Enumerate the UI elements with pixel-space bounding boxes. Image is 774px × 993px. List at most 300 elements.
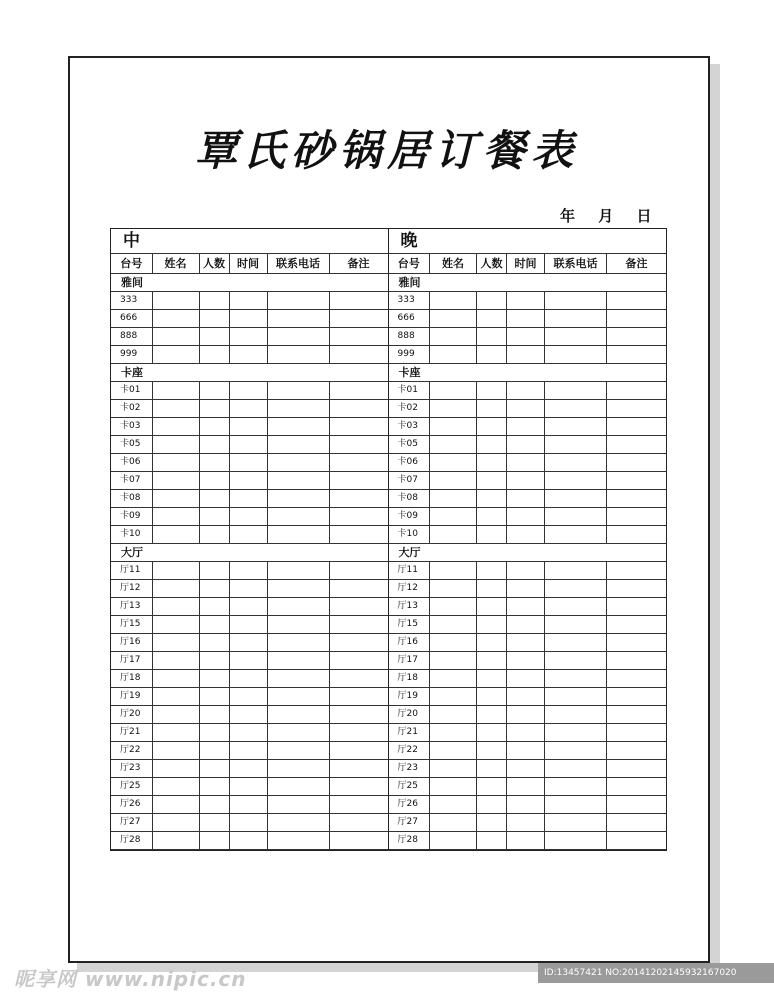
entry-cell[interactable]: [607, 814, 667, 832]
entry-cell[interactable]: [199, 616, 229, 634]
entry-cell[interactable]: [152, 670, 199, 688]
entry-cell[interactable]: [199, 382, 229, 400]
entry-cell[interactable]: [229, 652, 267, 670]
entry-cell[interactable]: [607, 778, 667, 796]
entry-cell[interactable]: [507, 346, 545, 364]
entry-cell[interactable]: [199, 526, 229, 544]
entry-cell[interactable]: [199, 832, 229, 850]
entry-cell[interactable]: [545, 472, 607, 490]
entry-cell[interactable]: [199, 760, 229, 778]
entry-cell[interactable]: [152, 346, 199, 364]
entry-cell[interactable]: [430, 688, 477, 706]
entry-cell[interactable]: [329, 346, 388, 364]
entry-cell[interactable]: [545, 526, 607, 544]
entry-cell[interactable]: [430, 778, 477, 796]
entry-cell[interactable]: [199, 580, 229, 598]
entry-cell[interactable]: [607, 382, 667, 400]
entry-cell[interactable]: [329, 562, 388, 580]
entry-cell[interactable]: [507, 742, 545, 760]
entry-cell[interactable]: [152, 814, 199, 832]
entry-cell[interactable]: [477, 670, 507, 688]
entry-cell[interactable]: [152, 580, 199, 598]
entry-cell[interactable]: [152, 796, 199, 814]
entry-cell[interactable]: [229, 814, 267, 832]
entry-cell[interactable]: [607, 598, 667, 616]
entry-cell[interactable]: [199, 436, 229, 454]
entry-cell[interactable]: [507, 436, 545, 454]
entry-cell[interactable]: [229, 472, 267, 490]
entry-cell[interactable]: [152, 418, 199, 436]
entry-cell[interactable]: [267, 436, 329, 454]
entry-cell[interactable]: [329, 382, 388, 400]
entry-cell[interactable]: [229, 454, 267, 472]
entry-cell[interactable]: [477, 688, 507, 706]
entry-cell[interactable]: [329, 328, 388, 346]
table-row: [111, 634, 388, 652]
entry-cell[interactable]: [229, 724, 267, 742]
entry-cell[interactable]: [329, 706, 388, 724]
entry-cell[interactable]: [477, 796, 507, 814]
entry-cell[interactable]: [507, 310, 545, 328]
entry-cell[interactable]: [152, 328, 199, 346]
entry-cell[interactable]: [267, 634, 329, 652]
entry-cell[interactable]: [545, 436, 607, 454]
entry-cell[interactable]: [507, 400, 545, 418]
entry-cell[interactable]: [607, 454, 667, 472]
entry-cell[interactable]: [152, 490, 199, 508]
entry-cell[interactable]: [199, 796, 229, 814]
entry-cell[interactable]: [507, 292, 545, 310]
entry-cell[interactable]: [545, 796, 607, 814]
entry-cell[interactable]: [430, 634, 477, 652]
entry-cell[interactable]: [229, 598, 267, 616]
entry-cell[interactable]: [152, 634, 199, 652]
entry-cell[interactable]: [545, 400, 607, 418]
entry-cell[interactable]: [507, 562, 545, 580]
entry-cell[interactable]: [329, 688, 388, 706]
entry-cell[interactable]: [545, 760, 607, 778]
entry-cell[interactable]: [267, 742, 329, 760]
entry-cell[interactable]: [199, 490, 229, 508]
entry-cell[interactable]: [267, 616, 329, 634]
entry-cell[interactable]: [199, 418, 229, 436]
entry-cell[interactable]: [329, 418, 388, 436]
entry-cell[interactable]: [329, 760, 388, 778]
entry-cell[interactable]: [267, 670, 329, 688]
entry-cell[interactable]: [152, 742, 199, 760]
entry-cell[interactable]: [229, 616, 267, 634]
entry-cell[interactable]: [329, 292, 388, 310]
entry-cell[interactable]: [199, 598, 229, 616]
entry-cell[interactable]: [267, 490, 329, 508]
entry-cell[interactable]: [329, 670, 388, 688]
entry-cell[interactable]: [477, 454, 507, 472]
entry-cell[interactable]: [267, 526, 329, 544]
entry-cell[interactable]: [607, 688, 667, 706]
entry-cell[interactable]: [545, 814, 607, 832]
entry-cell[interactable]: [607, 760, 667, 778]
entry-cell[interactable]: [152, 616, 199, 634]
entry-cell[interactable]: [152, 436, 199, 454]
entry-cell[interactable]: [607, 706, 667, 724]
entry-cell[interactable]: [430, 490, 477, 508]
entry-cell[interactable]: [607, 472, 667, 490]
entry-cell[interactable]: [199, 688, 229, 706]
entry-cell[interactable]: [507, 634, 545, 652]
entry-cell[interactable]: [430, 796, 477, 814]
entry-cell[interactable]: [430, 418, 477, 436]
entry-cell[interactable]: [430, 724, 477, 742]
entry-cell[interactable]: [152, 310, 199, 328]
entry-cell[interactable]: [152, 562, 199, 580]
entry-cell[interactable]: [607, 292, 667, 310]
column-header: 姓名: [430, 254, 477, 274]
entry-cell[interactable]: [477, 634, 507, 652]
entry-cell[interactable]: [430, 580, 477, 598]
entry-cell[interactable]: [229, 382, 267, 400]
entry-cell[interactable]: [199, 400, 229, 418]
entry-cell[interactable]: [545, 292, 607, 310]
entry-cell[interactable]: [267, 310, 329, 328]
entry-cell[interactable]: [507, 688, 545, 706]
entry-cell[interactable]: [607, 436, 667, 454]
entry-cell[interactable]: [477, 724, 507, 742]
table-number: 卡08: [389, 490, 430, 508]
entry-cell[interactable]: [507, 580, 545, 598]
entry-cell[interactable]: [329, 454, 388, 472]
entry-cell[interactable]: [477, 706, 507, 724]
entry-cell[interactable]: [607, 742, 667, 760]
entry-cell[interactable]: [507, 778, 545, 796]
entry-cell[interactable]: [229, 670, 267, 688]
entry-cell[interactable]: [199, 454, 229, 472]
entry-cell[interactable]: [430, 382, 477, 400]
entry-cell[interactable]: [199, 652, 229, 670]
entry-cell[interactable]: [607, 400, 667, 418]
entry-cell[interactable]: [545, 346, 607, 364]
entry-cell[interactable]: [152, 292, 199, 310]
entry-cell[interactable]: [477, 778, 507, 796]
entry-cell[interactable]: [152, 706, 199, 724]
entry-cell[interactable]: [507, 832, 545, 850]
entry-cell[interactable]: [267, 724, 329, 742]
entry-cell[interactable]: [430, 400, 477, 418]
entry-cell[interactable]: [430, 670, 477, 688]
entry-cell[interactable]: [199, 292, 229, 310]
entry-cell[interactable]: [477, 382, 507, 400]
entry-cell[interactable]: [507, 652, 545, 670]
entry-cell[interactable]: [267, 796, 329, 814]
entry-cell[interactable]: [329, 526, 388, 544]
entry-cell[interactable]: [507, 760, 545, 778]
entry-cell[interactable]: [152, 508, 199, 526]
entry-cell[interactable]: [477, 562, 507, 580]
entry-cell[interactable]: [199, 508, 229, 526]
entry-cell[interactable]: [545, 580, 607, 598]
entry-cell[interactable]: [545, 616, 607, 634]
entry-cell[interactable]: [477, 436, 507, 454]
entry-cell[interactable]: [430, 436, 477, 454]
entry-cell[interactable]: [607, 580, 667, 598]
entry-cell[interactable]: [545, 634, 607, 652]
entry-cell[interactable]: [430, 814, 477, 832]
entry-cell[interactable]: [607, 562, 667, 580]
entry-cell[interactable]: [267, 454, 329, 472]
entry-cell[interactable]: [430, 562, 477, 580]
entry-cell[interactable]: [477, 742, 507, 760]
entry-cell[interactable]: [430, 292, 477, 310]
entry-cell[interactable]: [430, 310, 477, 328]
entry-cell[interactable]: [545, 652, 607, 670]
entry-cell[interactable]: [545, 454, 607, 472]
entry-cell[interactable]: [152, 382, 199, 400]
entry-cell[interactable]: [607, 616, 667, 634]
entry-cell[interactable]: [607, 346, 667, 364]
entry-cell[interactable]: [477, 310, 507, 328]
entry-cell[interactable]: [477, 832, 507, 850]
entry-cell[interactable]: [267, 382, 329, 400]
entry-cell[interactable]: [430, 526, 477, 544]
entry-cell[interactable]: [545, 742, 607, 760]
entry-cell[interactable]: [329, 436, 388, 454]
section-row: [389, 274, 667, 292]
entry-cell[interactable]: [267, 832, 329, 850]
entry-cell[interactable]: [430, 760, 477, 778]
entry-cell[interactable]: [152, 652, 199, 670]
entry-cell[interactable]: [477, 652, 507, 670]
entry-cell[interactable]: [545, 670, 607, 688]
entry-cell[interactable]: [430, 616, 477, 634]
entry-cell[interactable]: [477, 598, 507, 616]
entry-cell[interactable]: [507, 598, 545, 616]
entry-cell[interactable]: [329, 490, 388, 508]
entry-cell[interactable]: [229, 634, 267, 652]
entry-cell[interactable]: [545, 562, 607, 580]
entry-cell[interactable]: [477, 292, 507, 310]
entry-cell[interactable]: [607, 796, 667, 814]
entry-cell[interactable]: [199, 778, 229, 796]
entry-cell[interactable]: [607, 490, 667, 508]
entry-cell[interactable]: [545, 490, 607, 508]
entry-cell[interactable]: [152, 724, 199, 742]
entry-cell[interactable]: [229, 760, 267, 778]
entry-cell[interactable]: [199, 328, 229, 346]
entry-cell[interactable]: [477, 490, 507, 508]
entry-cell[interactable]: [229, 742, 267, 760]
entry-cell[interactable]: [477, 472, 507, 490]
entry-cell[interactable]: [507, 724, 545, 742]
entry-cell[interactable]: [229, 418, 267, 436]
entry-cell[interactable]: [229, 688, 267, 706]
entry-cell[interactable]: [607, 670, 667, 688]
entry-cell[interactable]: [229, 346, 267, 364]
entry-cell[interactable]: [229, 400, 267, 418]
entry-cell[interactable]: [152, 760, 199, 778]
entry-cell[interactable]: [477, 508, 507, 526]
entry-cell[interactable]: [607, 328, 667, 346]
entry-cell[interactable]: [430, 472, 477, 490]
entry-cell[interactable]: [507, 670, 545, 688]
entry-cell[interactable]: [229, 292, 267, 310]
entry-cell[interactable]: [329, 832, 388, 850]
entry-cell[interactable]: [477, 760, 507, 778]
entry-cell[interactable]: [267, 472, 329, 490]
entry-cell[interactable]: [507, 454, 545, 472]
entry-cell[interactable]: [430, 328, 477, 346]
entry-cell[interactable]: [152, 832, 199, 850]
entry-cell[interactable]: [329, 508, 388, 526]
entry-cell[interactable]: [229, 796, 267, 814]
entry-cell[interactable]: [229, 562, 267, 580]
entry-cell[interactable]: [545, 688, 607, 706]
entry-cell[interactable]: [477, 328, 507, 346]
entry-cell[interactable]: [267, 562, 329, 580]
entry-cell[interactable]: [229, 832, 267, 850]
table-row: [111, 346, 388, 364]
entry-cell[interactable]: [152, 472, 199, 490]
entry-cell[interactable]: [329, 310, 388, 328]
entry-cell[interactable]: [607, 508, 667, 526]
entry-cell[interactable]: [329, 652, 388, 670]
entry-cell[interactable]: [545, 418, 607, 436]
entry-cell[interactable]: [607, 724, 667, 742]
entry-cell[interactable]: [507, 814, 545, 832]
entry-cell[interactable]: [329, 742, 388, 760]
entry-cell[interactable]: [329, 634, 388, 652]
table-number: 厅12: [389, 580, 430, 598]
entry-cell[interactable]: [267, 328, 329, 346]
entry-cell[interactable]: [607, 832, 667, 850]
entry-cell[interactable]: [229, 526, 267, 544]
entry-cell[interactable]: [545, 724, 607, 742]
entry-cell[interactable]: [267, 706, 329, 724]
entry-cell[interactable]: [607, 652, 667, 670]
entry-cell[interactable]: [267, 580, 329, 598]
entry-cell[interactable]: [229, 508, 267, 526]
entry-cell[interactable]: [430, 652, 477, 670]
entry-cell[interactable]: [199, 724, 229, 742]
entry-cell[interactable]: [229, 580, 267, 598]
entry-cell[interactable]: [477, 580, 507, 598]
entry-cell[interactable]: [267, 292, 329, 310]
entry-cell[interactable]: [507, 526, 545, 544]
entry-cell[interactable]: [329, 598, 388, 616]
entry-cell[interactable]: [507, 706, 545, 724]
entry-cell[interactable]: [267, 760, 329, 778]
entry-cell[interactable]: [430, 706, 477, 724]
entry-cell[interactable]: [152, 400, 199, 418]
entry-cell[interactable]: [507, 616, 545, 634]
entry-cell[interactable]: [545, 598, 607, 616]
entry-cell[interactable]: [507, 508, 545, 526]
entry-cell[interactable]: [329, 778, 388, 796]
entry-cell[interactable]: [545, 328, 607, 346]
entry-cell[interactable]: [152, 454, 199, 472]
entry-cell[interactable]: [267, 688, 329, 706]
entry-cell[interactable]: [199, 670, 229, 688]
entry-cell[interactable]: [329, 580, 388, 598]
entry-cell[interactable]: [267, 598, 329, 616]
entry-cell[interactable]: [477, 616, 507, 634]
entry-cell[interactable]: [152, 526, 199, 544]
entry-cell[interactable]: [329, 724, 388, 742]
entry-cell[interactable]: [607, 634, 667, 652]
entry-cell[interactable]: [430, 832, 477, 850]
entry-cell[interactable]: [545, 310, 607, 328]
entry-cell[interactable]: [199, 634, 229, 652]
entry-cell[interactable]: [199, 742, 229, 760]
entry-cell[interactable]: [267, 346, 329, 364]
entry-cell[interactable]: [267, 778, 329, 796]
entry-cell[interactable]: [507, 490, 545, 508]
entry-cell[interactable]: [430, 346, 477, 364]
entry-cell[interactable]: [545, 706, 607, 724]
entry-cell[interactable]: [199, 706, 229, 724]
entry-cell[interactable]: [430, 742, 477, 760]
entry-cell[interactable]: [267, 652, 329, 670]
entry-cell[interactable]: [152, 778, 199, 796]
entry-cell[interactable]: [477, 814, 507, 832]
entry-cell[interactable]: [267, 508, 329, 526]
entry-cell[interactable]: [545, 778, 607, 796]
entry-cell[interactable]: [199, 472, 229, 490]
entry-cell[interactable]: [199, 346, 229, 364]
entry-cell[interactable]: [329, 472, 388, 490]
entry-cell[interactable]: [477, 526, 507, 544]
lunch-panel: [111, 229, 389, 850]
entry-cell[interactable]: [329, 616, 388, 634]
table-row: [389, 418, 667, 436]
entry-cell[interactable]: [152, 688, 199, 706]
entry-cell[interactable]: [507, 472, 545, 490]
entry-cell[interactable]: [507, 328, 545, 346]
entry-cell[interactable]: [229, 436, 267, 454]
entry-cell[interactable]: [477, 418, 507, 436]
column-header: 备注: [329, 254, 388, 274]
entry-cell[interactable]: [229, 706, 267, 724]
entry-cell[interactable]: [607, 526, 667, 544]
entry-cell[interactable]: [430, 454, 477, 472]
entry-cell[interactable]: [329, 400, 388, 418]
entry-cell[interactable]: [152, 598, 199, 616]
entry-cell[interactable]: [430, 508, 477, 526]
entry-cell[interactable]: [329, 796, 388, 814]
entry-cell[interactable]: [507, 382, 545, 400]
entry-cell[interactable]: [199, 562, 229, 580]
entry-cell[interactable]: [267, 400, 329, 418]
entry-cell[interactable]: [199, 814, 229, 832]
entry-cell[interactable]: [545, 382, 607, 400]
entry-cell[interactable]: [477, 400, 507, 418]
entry-cell[interactable]: [229, 310, 267, 328]
entry-cell[interactable]: [329, 814, 388, 832]
entry-cell[interactable]: [607, 418, 667, 436]
entry-cell[interactable]: [267, 418, 329, 436]
entry-cell[interactable]: [267, 814, 329, 832]
entry-cell[interactable]: [430, 598, 477, 616]
entry-cell[interactable]: [229, 490, 267, 508]
entry-cell[interactable]: [545, 508, 607, 526]
dinner-heading: 晚: [389, 229, 667, 254]
entry-cell[interactable]: [477, 346, 507, 364]
entry-cell[interactable]: [229, 778, 267, 796]
entry-cell[interactable]: [507, 796, 545, 814]
entry-cell[interactable]: [545, 832, 607, 850]
entry-cell[interactable]: [607, 310, 667, 328]
entry-cell[interactable]: [229, 328, 267, 346]
entry-cell[interactable]: [507, 418, 545, 436]
entry-cell[interactable]: [199, 310, 229, 328]
